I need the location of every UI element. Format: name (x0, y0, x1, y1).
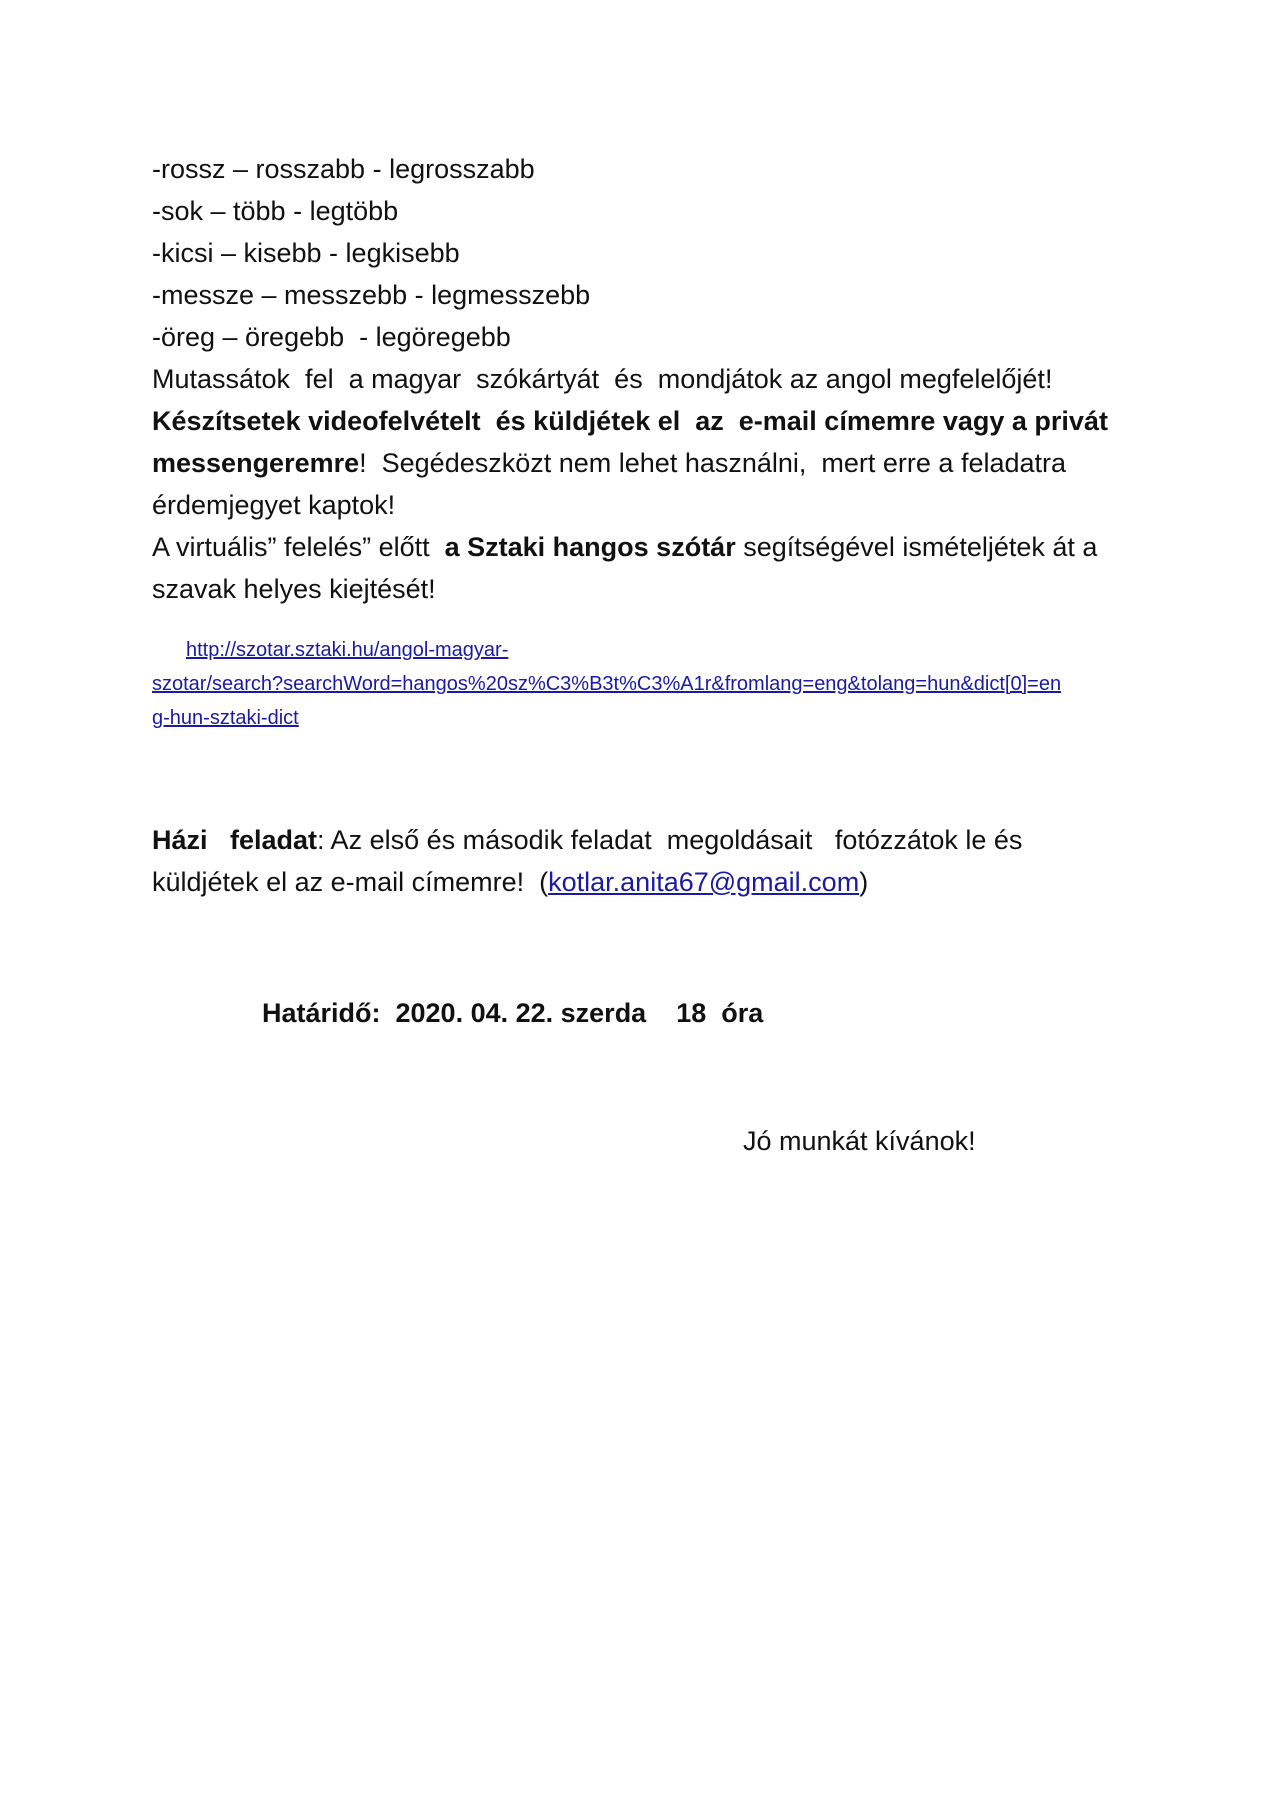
homework-line-1-rest: : Az első és második feladat megoldásait fotózzátok le és (317, 825, 1023, 855)
instruction-line-4: érdemjegyet kaptok! (152, 490, 396, 520)
instruction-line-3 (152, 442, 1132, 484)
comparative-line-1: -rossz – rosszabb - legrosszabb (152, 154, 535, 184)
homework-section (152, 819, 1132, 903)
homework-line-2 (152, 861, 1132, 903)
dictionary-link-line-3[interactable]: g-hun-sztaki-dict (152, 707, 299, 729)
messenger-bold-text: messengeremre (152, 448, 360, 478)
instruction-line-1: Mutassátok fel a magyar szókártyát és mondjátok az angol megfelelőjét! (152, 364, 1053, 394)
instruction-line-2: Készítsetek videofelvételt és küldjétek el az e-mail címemre vagy a privát (152, 406, 1108, 436)
comparative-line-5: -öreg – öregebb - legöregebb (152, 322, 511, 352)
dictionary-link[interactable] (152, 633, 1132, 735)
instruction-line-5-pre: A virtuális” felelés” előtt (152, 532, 445, 562)
dictionary-link-line-2[interactable]: szotar/search?searchWord=hangos%20sz%C3%B3t%C3%A1r&fromlang=eng&tolang=hun&dict[0]=en (152, 673, 1062, 695)
instruction-line-3-rest: ! Segédeszközt nem lehet használni, mert erre a feladatra (359, 448, 1067, 478)
deadline-text: Határidő: 2020. 04. 22. szerda 18 óra (262, 998, 764, 1028)
instruction-line-5 (152, 526, 1132, 568)
closing-text: Jó munkát kívánok! (743, 1126, 976, 1156)
comparative-line-2: -sok – több - legtöbb (152, 196, 399, 226)
homework-line-2-post: ) (859, 867, 869, 897)
instruction-line-5-post: segítségével ismételjétek át a (735, 532, 1098, 562)
dictionary-link-line-1[interactable]: http://szotar.sztaki.hu/angol-magyar- (186, 639, 509, 661)
comparative-line-3: -kicsi – kisebb - legkisebb (152, 238, 460, 268)
email-link[interactable]: kotlar.anita67@gmail.com (548, 867, 860, 897)
instruction-line-6: szavak helyes kiejtését! (152, 574, 436, 604)
document-body (152, 148, 1132, 903)
homework-line-2-pre: küldjétek el az e-mail címemre! ( (152, 867, 549, 897)
homework-line-1 (152, 819, 1132, 861)
homework-label: Házi feladat (152, 825, 318, 855)
sztaki-bold-text: a Sztaki hangos szótár (444, 532, 736, 562)
comparative-line-4: -messze – messzebb - legmesszebb (152, 280, 591, 310)
